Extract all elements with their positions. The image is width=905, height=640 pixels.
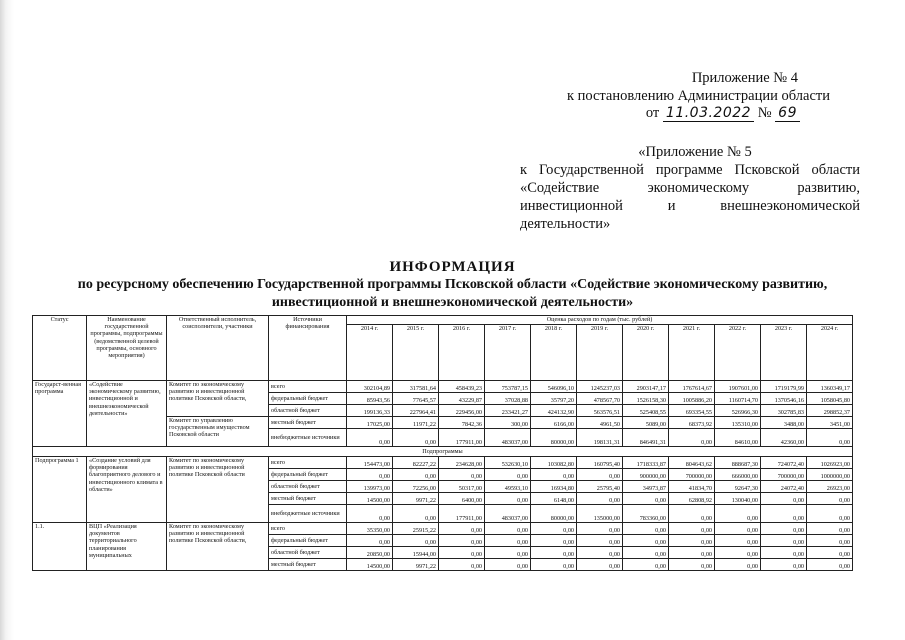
cell-value: 1360349,17 (807, 381, 853, 393)
cell-source: всего (269, 381, 347, 393)
cell-value: 0,00 (531, 535, 577, 547)
cell-value: 298852,37 (807, 405, 853, 417)
cell-value: 1767614,67 (669, 381, 715, 393)
appendix-4-title: Приложение № 4 (691, 70, 798, 86)
from-label: от (645, 105, 660, 121)
cell-value: 139973,00 (347, 481, 393, 493)
handwritten-number: 69 (775, 105, 800, 122)
cell-value: 0,00 (485, 469, 531, 481)
cell-status: 1.1. (33, 523, 87, 571)
cell-value: 0,00 (485, 559, 531, 571)
cell-value: 1000000,00 (807, 469, 853, 481)
cell-value: 0,00 (807, 523, 853, 535)
cell-value: 0,00 (669, 547, 715, 559)
cell-value: 0,00 (669, 429, 715, 447)
cell-value: 0,00 (531, 547, 577, 559)
cell-value: 1058045,80 (807, 393, 853, 405)
cell-source: федеральный бюджет (269, 535, 347, 547)
cell-value: 302785,83 (761, 405, 807, 417)
heading-title: ИНФОРМАЦИЯ (389, 259, 516, 275)
cell-value: 35797,20 (531, 393, 577, 405)
cell-value: 2903147,17 (623, 381, 669, 393)
cell-value: 11971,22 (393, 417, 439, 429)
cell-value: 532630,10 (485, 457, 531, 469)
cell-value: 229456,00 (439, 405, 485, 417)
table-row (33, 457, 853, 469)
cell-value: 1907601,00 (715, 381, 761, 393)
cell-value: 0,00 (439, 535, 485, 547)
number-label: № (757, 105, 772, 121)
cell-value: 900000,00 (623, 469, 669, 481)
cell-value: 0,00 (761, 523, 807, 535)
cell-value: 525408,55 (623, 405, 669, 417)
cell-value: 177911,00 (439, 429, 485, 447)
cell-value: 317581,64 (393, 381, 439, 393)
appendix-5-line4: инвестиционной и внешнеэкономической (520, 198, 860, 214)
cell-value: 43229,87 (439, 393, 485, 405)
cell-value: 693354,55 (669, 405, 715, 417)
cell-source: всего (269, 457, 347, 469)
header-year: 2019 г. (577, 325, 623, 381)
header-year: 2016 г. (439, 325, 485, 381)
cell-value: 0,00 (807, 535, 853, 547)
cell-value: 103082,80 (531, 457, 577, 469)
cell-value: 0,00 (347, 505, 393, 523)
cell-value: 26923,00 (807, 481, 853, 493)
cell-value: 0,00 (669, 559, 715, 571)
cell-value: 478567,70 (577, 393, 623, 405)
header-year: 2022 г. (715, 325, 761, 381)
cell-value: 1245237,03 (577, 381, 623, 393)
cell-value: 50317,00 (439, 481, 485, 493)
cell-source: внебюджетные источники (269, 505, 347, 523)
heading-subtitle-1: по ресурсному обеспечению Государственной программы Псковской области «Содействие экономическому развитию, (77, 277, 828, 292)
cell-value: 724072,40 (761, 457, 807, 469)
section-label: Подпрограммы (33, 447, 853, 457)
cell-value: 16934,80 (531, 481, 577, 493)
cell-value: 783360,00 (623, 505, 669, 523)
cell-value: 0,00 (761, 493, 807, 505)
cell-value: 0,00 (807, 547, 853, 559)
table-row (33, 523, 853, 535)
cell-value: 1719179,99 (761, 381, 807, 393)
cell-value: 0,00 (669, 523, 715, 535)
cell-value: 6148,00 (531, 493, 577, 505)
cell-value: 0,00 (623, 535, 669, 547)
cell-value: 1005886,20 (669, 393, 715, 405)
cell-source: местный бюджет (269, 493, 347, 505)
cell-source: федеральный бюджет (269, 393, 347, 405)
cell-value: 0,00 (577, 535, 623, 547)
cell-value: 0,00 (807, 505, 853, 523)
cell-value: 160795,40 (577, 457, 623, 469)
cell-value: 0,00 (715, 505, 761, 523)
cell-value: 15944,00 (393, 547, 439, 559)
cell-value: 0,00 (761, 505, 807, 523)
header-sources: Источники финансирования (269, 316, 347, 381)
cell-value: 700000,00 (669, 469, 715, 481)
header-executor: Ответственный исполнитель, соисполнители, участники (167, 316, 269, 381)
cell-value: 80000,00 (531, 505, 577, 523)
cell-value: 0,00 (485, 493, 531, 505)
cell-value: 6400,00 (439, 493, 485, 505)
cell-name: «Создание условий для формирования благоприятного делового и инвестиционного климата в области» (87, 457, 167, 523)
cell-value: 233421,27 (485, 405, 531, 417)
cell-value: 92647,30 (715, 481, 761, 493)
cell-value: 0,00 (715, 559, 761, 571)
cell-value: 0,00 (577, 547, 623, 559)
cell-value: 77645,57 (393, 393, 439, 405)
table-row (33, 381, 853, 393)
cell-value: 846491,31 (623, 429, 669, 447)
cell-value: 34973,87 (623, 481, 669, 493)
cell-value: 0,00 (807, 559, 853, 571)
header-year: 2015 г. (393, 325, 439, 381)
cell-value: 546096,10 (531, 381, 577, 393)
cell-value: 154473,00 (347, 457, 393, 469)
cell-source: областной бюджет (269, 547, 347, 559)
cell-source: федеральный бюджет (269, 469, 347, 481)
cell-value: 14500,00 (347, 493, 393, 505)
cell-value: 563576,51 (577, 405, 623, 417)
resource-table (32, 315, 853, 571)
cell-value: 177911,00 (439, 505, 485, 523)
appendix-4-block (520, 70, 860, 123)
cell-value: 17025,00 (347, 417, 393, 429)
cell-value: 135000,00 (577, 505, 623, 523)
cell-value: 7842,36 (439, 417, 485, 429)
header-year: 2021 г. (669, 325, 715, 381)
cell-value: 0,00 (485, 523, 531, 535)
appendix-4-decree: к постановлению Администрации области (566, 87, 830, 104)
cell-value: 0,00 (439, 547, 485, 559)
cell-executor: Комитет по экономическому развитию и инвестиционной политике Псковской области, (167, 381, 269, 417)
header-year: 2023 г. (761, 325, 807, 381)
cell-value: 0,00 (531, 469, 577, 481)
cell-value: 302104,89 (347, 381, 393, 393)
cell-value: 42360,00 (761, 429, 807, 447)
appendix-5-block (520, 143, 860, 233)
header-name: Наименование государственной программы, подпрограммы (ведомственной целевой программы, основного мероприятия) (87, 316, 167, 381)
cell-executor: Комитет по экономическому развитию и инвестиционной политике Псковской области, (167, 523, 269, 571)
cell-value: 804643,62 (669, 457, 715, 469)
cell-value: 227964,41 (393, 405, 439, 417)
cell-value: 753787,15 (485, 381, 531, 393)
header-year: 2018 г. (531, 325, 577, 381)
cell-value: 9971,22 (393, 559, 439, 571)
cell-value: 0,00 (531, 523, 577, 535)
cell-value: 3451,00 (807, 417, 853, 429)
header-year: 2017 г. (485, 325, 531, 381)
header-year: 2024 г. (807, 325, 853, 381)
cell-source: областной бюджет (269, 481, 347, 493)
cell-name: «Содействие экономическому развитию, инвестиционной и внешнеэкономической деятельности» (87, 381, 167, 447)
cell-value: 82227,22 (393, 457, 439, 469)
cell-value: 25915,22 (393, 523, 439, 535)
cell-value: 0,00 (761, 547, 807, 559)
cell-value: 14500,00 (347, 559, 393, 571)
header-year: 2014 г. (347, 325, 393, 381)
cell-value: 0,00 (393, 505, 439, 523)
cell-source: всего (269, 523, 347, 535)
cell-value: 62808,92 (669, 493, 715, 505)
appendix-5-title: «Приложение № 5 (638, 144, 752, 160)
cell-value: 1526158,30 (623, 393, 669, 405)
cell-value: 5089,00 (623, 417, 669, 429)
section-row (33, 447, 853, 457)
cell-value: 424132,90 (531, 405, 577, 417)
cell-value: 24072,40 (761, 481, 807, 493)
cell-status: Государст-венная программа (33, 381, 87, 447)
cell-value: 0,00 (347, 429, 393, 447)
cell-value: 483037,00 (485, 429, 531, 447)
cell-value: 0,00 (439, 559, 485, 571)
cell-value: 526966,30 (715, 405, 761, 417)
cell-value: 0,00 (531, 559, 577, 571)
cell-value: 25795,40 (577, 481, 623, 493)
cell-value: 0,00 (715, 547, 761, 559)
cell-status: Подпрограмма 1 (33, 457, 87, 523)
header-status: Статус (33, 316, 87, 381)
heading-subtitle-2: инвестиционной и внешнеэкономической деятельности» (271, 295, 634, 310)
cell-value: 458439,23 (439, 381, 485, 393)
header-estimate: Оценка расходов по годам (тыс. рублей) (347, 316, 853, 325)
cell-value: 0,00 (669, 505, 715, 523)
cell-value: 9971,22 (393, 493, 439, 505)
cell-value: 0,00 (807, 429, 853, 447)
cell-name: ВЦП «Реализация документов территориального планирования муниципальных (87, 523, 167, 571)
appendix-4-date-line (520, 105, 860, 123)
cell-value: 0,00 (623, 559, 669, 571)
handwritten-date: 11.03.2022 (663, 105, 754, 122)
cell-value: 72256,00 (393, 481, 439, 493)
cell-source: местный бюджет (269, 559, 347, 571)
cell-source: местный бюджет (269, 417, 347, 429)
cell-value: 888687,30 (715, 457, 761, 469)
cell-value: 0,00 (761, 559, 807, 571)
cell-value: 80000,00 (531, 429, 577, 447)
cell-value: 0,00 (577, 523, 623, 535)
cell-value: 1718333,87 (623, 457, 669, 469)
cell-value: 85943,56 (347, 393, 393, 405)
cell-value: 0,00 (577, 559, 623, 571)
cell-value: 0,00 (439, 523, 485, 535)
cell-value: 135310,00 (715, 417, 761, 429)
cell-value: 300,00 (485, 417, 531, 429)
cell-value: 35350,00 (347, 523, 393, 535)
cell-value: 0,00 (623, 547, 669, 559)
cell-value: 0,00 (623, 493, 669, 505)
cell-source: внебюджетные источники (269, 429, 347, 447)
appendix-5-line2: к Государственной программе Псковской области (520, 162, 860, 178)
cell-value: 0,00 (761, 535, 807, 547)
cell-value: 37028,88 (485, 393, 531, 405)
cell-value: 0,00 (347, 469, 393, 481)
cell-value: 3488,00 (761, 417, 807, 429)
cell-value: 68373,92 (669, 417, 715, 429)
cell-value: 1026923,00 (807, 457, 853, 469)
cell-value: 0,00 (715, 523, 761, 535)
cell-value: 1160714,70 (715, 393, 761, 405)
cell-value: 198131,31 (577, 429, 623, 447)
cell-value: 0,00 (577, 469, 623, 481)
cell-value: 0,00 (623, 523, 669, 535)
cell-value: 700000,00 (761, 469, 807, 481)
cell-value: 6166,00 (531, 417, 577, 429)
cell-value: 0,00 (393, 535, 439, 547)
appendix-5-line3: «Содействие экономическому развитию, (520, 180, 860, 196)
table-body (33, 381, 853, 571)
cell-value: 234628,00 (439, 457, 485, 469)
cell-value: 666000,00 (715, 469, 761, 481)
cell-value: 0,00 (577, 493, 623, 505)
cell-value: 0,00 (485, 547, 531, 559)
cell-value: 49593,10 (485, 481, 531, 493)
cell-value: 199136,33 (347, 405, 393, 417)
cell-value: 0,00 (347, 535, 393, 547)
cell-value: 1370546,16 (761, 393, 807, 405)
cell-value: 0,00 (669, 535, 715, 547)
cell-value: 130040,00 (715, 493, 761, 505)
cell-value: 41834,70 (669, 481, 715, 493)
cell-value: 483037,00 (485, 505, 531, 523)
cell-value: 4961,50 (577, 417, 623, 429)
cell-value: 0,00 (439, 469, 485, 481)
cell-value: 0,00 (715, 535, 761, 547)
cell-value: 0,00 (393, 429, 439, 447)
cell-value: 0,00 (393, 469, 439, 481)
cell-value: 20850,00 (347, 547, 393, 559)
cell-value: 0,00 (485, 535, 531, 547)
cell-executor: Комитет по управлению государственным имуществом Псковской области (167, 417, 269, 447)
document-heading (30, 258, 875, 312)
cell-value: 84610,00 (715, 429, 761, 447)
header-year: 2020 г. (623, 325, 669, 381)
cell-source: областной бюджет (269, 405, 347, 417)
cell-value: 0,00 (807, 493, 853, 505)
cell-executor: Комитет по экономическому развитию и инвестиционной политике Псковской области (167, 457, 269, 523)
appendix-5-line5: деятельности» (520, 216, 611, 232)
